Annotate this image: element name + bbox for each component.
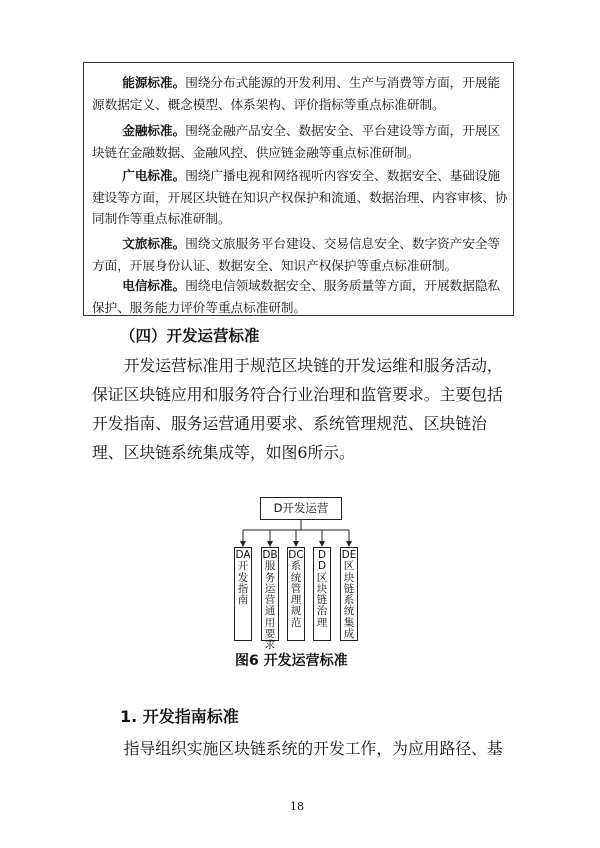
diagram-root-node: D开发运营 [260,497,342,520]
diagram-node-db: DB服务运营通用要求 [262,549,278,652]
culture-tourism-standard-paragraph [92,233,510,276]
section-heading: （四）开发运营标准 [120,327,260,345]
subsection-body: 指导组织实施区块链系统的开发工作，为应用路径、基 [123,739,503,758]
energy-standard-text: 围绕分布式能源的开发利用、生产与消费等方面，开展能源数据定义、概念模型、体系架构、评价指标等重点标准研制。 [92,75,501,112]
diagram-node-da: DA开发指南 [234,547,252,641]
broadcast-standard-paragraph [92,165,510,230]
finance-standard-text: 围绕金融产品安全、数据安全、平台建设等方面，开展区块链在金融数据、金融风控、供应链金融等重点标准研制。 [92,123,501,160]
diagram-node-de: DE区块链系统集成 [341,549,357,641]
section-body: 开发运营标准用于规范区块链的开发运维和服务活动，保证区块链应用和服务符合行业治理和监管要求。主要包括开发指南、服务运营通用要求、系统管理规范、区块链治理、区块链系统集成等，如图6所示。 [92,356,503,462]
telecom-standard-paragraph [92,275,510,318]
telecom-standard-term: 电信标准。 [122,278,186,293]
page-number: 18 [290,800,304,813]
finance-standard-paragraph [92,120,510,163]
subsection-heading: 1. 开发指南标准 [120,707,239,726]
broadcast-standard-text: 围绕广播电视和网络视听内容安全、数据安全、基础设施建设等方面，开展区块链在知识产权保护和流通、数据治理、内容审核、协同制作等重点标准研制。 [92,168,508,226]
culture-tourism-standard-term: 文旅标准。 [122,236,186,251]
diagram-node-dd: DD区块链治理 [313,547,331,641]
energy-standard-paragraph [92,72,510,115]
figure-caption: 图6 开发运营标准 [235,653,348,669]
broadcast-standard-term: 广电标准。 [122,168,186,183]
finance-standard-term: 金融标准。 [122,123,186,138]
energy-standard-term: 能源标准。 [122,75,186,90]
diagram-node-dc: DC系统管理规范 [287,547,305,641]
culture-tourism-standard-text: 围绕文旅服务平台建设、交易信息安全、数字资产安全等方面，开展身份认证、数据安全、知识产权保护等重点标准研制。 [92,236,501,273]
telecom-standard-text: 围绕电信领域数据安全、服务质量等方面，开展数据隐私保护、服务能力评价等重点标准研制。 [92,278,501,315]
